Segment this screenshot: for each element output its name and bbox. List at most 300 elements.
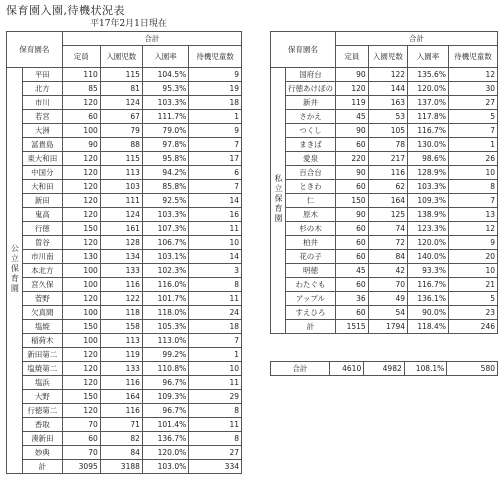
table-row [271, 194, 498, 208]
waiting-cell: 23 [448, 306, 497, 320]
nursery-name: 愛泉 [286, 152, 336, 166]
rate-cell: 136.7% [142, 432, 188, 446]
enrolled-cell: 113 [100, 166, 142, 180]
waiting-cell: 12 [448, 68, 497, 82]
enrolled-cell: 74 [368, 222, 407, 236]
nursery-name: 本北方 [22, 264, 62, 278]
waiting-cell: 6 [189, 166, 242, 180]
nursery-name: 北方 [22, 82, 62, 96]
rate-cell: 120.0% [142, 446, 188, 460]
nursery-name: 杉の木 [286, 222, 336, 236]
table-row [7, 376, 242, 390]
rate-cell: 101.7% [142, 292, 188, 306]
capacity-cell: 120 [62, 348, 100, 362]
subtotal-enrolled: 1794 [368, 320, 407, 334]
nursery-name: 行徳第二 [22, 404, 62, 418]
subtotal-rate: 118.4% [408, 320, 449, 334]
nursery-name: 中国分 [22, 166, 62, 180]
nursery-name: 大和田 [22, 180, 62, 194]
waiting-cell: 10 [189, 236, 242, 250]
enrolled-cell: 163 [368, 96, 407, 110]
waiting-cell: 8 [189, 278, 242, 292]
rate-cell: 96.7% [142, 404, 188, 418]
waiting-cell: 9 [189, 68, 242, 82]
table-row [271, 264, 498, 278]
table-row [7, 138, 242, 152]
subtotal-capacity: 3095 [62, 460, 100, 474]
grand-total-table [270, 361, 498, 376]
capacity-cell: 120 [336, 82, 369, 96]
waiting-cell: 7 [189, 138, 242, 152]
nursery-name: 市川南 [22, 250, 62, 264]
enrolled-cell: 134 [100, 250, 142, 264]
enrolled-cell: 118 [100, 306, 142, 320]
nursery-name: 香取 [22, 418, 62, 432]
enrolled-cell: 105 [368, 124, 407, 138]
waiting-cell: 19 [189, 82, 242, 96]
grand-total-label: 合計 [271, 362, 330, 376]
table-row [7, 96, 242, 110]
rate-cell: 118.0% [142, 306, 188, 320]
nursery-name: 菅野 [22, 292, 62, 306]
enrolled-cell: 70 [368, 278, 407, 292]
enrolled-cell: 122 [100, 292, 142, 306]
capacity-cell: 45 [336, 264, 369, 278]
nursery-name: 新田 [22, 194, 62, 208]
capacity-cell: 100 [62, 124, 100, 138]
table-row [7, 194, 242, 208]
waiting-cell: 8 [189, 404, 242, 418]
capacity-cell: 60 [336, 180, 369, 194]
table-row [7, 292, 242, 306]
rate-cell: 103.3% [142, 208, 188, 222]
public-nursery-table [6, 31, 242, 474]
rate-cell: 120.0% [408, 82, 449, 96]
enrolled-cell: 158 [100, 320, 142, 334]
waiting-cell: 18 [189, 96, 242, 110]
enrolled-cell: 84 [100, 446, 142, 460]
enrolled-cell: 113 [100, 334, 142, 348]
capacity-cell: 60 [62, 432, 100, 446]
nursery-name: 市川 [22, 96, 62, 110]
table-row [271, 250, 498, 264]
nursery-name: 東大和田 [22, 152, 62, 166]
rate-cell: 138.9% [408, 208, 449, 222]
waiting-cell: 27 [189, 446, 242, 460]
public-group-label [7, 68, 23, 474]
enrolled-cell: 124 [100, 208, 142, 222]
nursery-name: さかえ [286, 110, 336, 124]
rate-cell: 96.7% [142, 376, 188, 390]
table-row [271, 96, 498, 110]
capacity-cell: 60 [62, 110, 100, 124]
rate-cell: 85.8% [142, 180, 188, 194]
waiting-cell: 11 [189, 292, 242, 306]
waiting-cell: 11 [189, 376, 242, 390]
nursery-name: まきば [286, 138, 336, 152]
waiting-cell: 17 [189, 152, 242, 166]
enrolled-cell: 103 [100, 180, 142, 194]
table-row [271, 222, 498, 236]
table-row [7, 362, 242, 376]
waiting-cell: 26 [448, 152, 497, 166]
rate-cell: 113.0% [142, 334, 188, 348]
nursery-name: 妙典 [22, 446, 62, 460]
nursery-name: 柏井 [286, 236, 336, 250]
nursery-name: 大洲 [22, 124, 62, 138]
table-row [7, 124, 242, 138]
enrolled-cell: 71 [100, 418, 142, 432]
table-row [271, 110, 498, 124]
rate-cell: 104.5% [142, 68, 188, 82]
capacity-cell: 130 [62, 250, 100, 264]
rate-cell: 101.4% [142, 418, 188, 432]
enrolled-cell: 144 [368, 82, 407, 96]
capacity-cell: 120 [62, 292, 100, 306]
waiting-cell: 18 [189, 320, 242, 334]
header-capacity: 定員 [336, 46, 369, 68]
table-row [271, 236, 498, 250]
private-nursery-table [270, 31, 498, 334]
as-of-date: 平17年2月1日現在 [90, 19, 167, 29]
subtotal-row [271, 320, 498, 334]
capacity-cell: 120 [62, 208, 100, 222]
capacity-cell: 119 [336, 96, 369, 110]
rate-cell: 93.3% [408, 264, 449, 278]
subtotal-capacity: 1515 [336, 320, 369, 334]
table-row [7, 208, 242, 222]
grand-total-row [271, 362, 498, 376]
enrolled-cell: 111 [100, 194, 142, 208]
capacity-cell: 120 [62, 96, 100, 110]
capacity-cell: 90 [62, 138, 100, 152]
table-row [7, 110, 242, 124]
enrolled-cell: 164 [368, 194, 407, 208]
table-row [7, 236, 242, 250]
capacity-cell: 100 [62, 306, 100, 320]
enrolled-cell: 49 [368, 292, 407, 306]
enrolled-cell: 133 [100, 264, 142, 278]
capacity-cell: 220 [336, 152, 369, 166]
nursery-name: すえひろ [286, 306, 336, 320]
nursery-name: 宮久保 [22, 278, 62, 292]
capacity-cell: 120 [62, 180, 100, 194]
capacity-cell: 100 [62, 278, 100, 292]
table-row [271, 152, 498, 166]
enrolled-cell: 79 [100, 124, 142, 138]
rate-cell: 107.3% [142, 222, 188, 236]
nursery-name: 大野 [22, 390, 62, 404]
rate-cell: 95.3% [142, 82, 188, 96]
rate-cell: 116.0% [142, 278, 188, 292]
waiting-cell: 1 [448, 138, 497, 152]
table-row [271, 82, 498, 96]
waiting-cell: 27 [448, 96, 497, 110]
rate-cell: 128.9% [408, 166, 449, 180]
table-row [7, 250, 242, 264]
capacity-cell: 150 [62, 320, 100, 334]
waiting-cell: 9 [189, 124, 242, 138]
rate-cell: 79.0% [142, 124, 188, 138]
header-rate: 入園率 [142, 46, 188, 68]
capacity-cell: 110 [62, 68, 100, 82]
table-row [7, 222, 242, 236]
nursery-name: 仁 [286, 194, 336, 208]
rate-cell: 103.3% [408, 180, 449, 194]
table-row [271, 278, 498, 292]
waiting-cell: 1 [189, 348, 242, 362]
enrolled-cell: 42 [368, 264, 407, 278]
enrolled-cell: 62 [368, 180, 407, 194]
capacity-cell: 60 [336, 222, 369, 236]
subtotal-label: 計 [286, 320, 336, 334]
private-group-label-text: 私立保育園 [274, 173, 283, 224]
capacity-cell: 60 [336, 250, 369, 264]
waiting-cell: 7 [189, 334, 242, 348]
capacity-cell: 70 [62, 446, 100, 460]
waiting-cell: 20 [448, 250, 497, 264]
enrolled-cell: 67 [100, 110, 142, 124]
rate-cell: 103.1% [142, 250, 188, 264]
rate-cell: 99.2% [142, 348, 188, 362]
rate-cell: 116.7% [408, 278, 449, 292]
nursery-name: 曽谷 [22, 236, 62, 250]
nursery-name: 若宮 [22, 110, 62, 124]
rate-cell: 94.2% [142, 166, 188, 180]
subtotal-enrolled: 3188 [100, 460, 142, 474]
table-row [7, 418, 242, 432]
nursery-name: 花の子 [286, 250, 336, 264]
enrolled-cell: 124 [100, 96, 142, 110]
rate-cell: 120.0% [408, 236, 449, 250]
nursery-name: 原木 [286, 208, 336, 222]
table-row [271, 208, 498, 222]
waiting-cell: 10 [448, 166, 497, 180]
table-row [7, 68, 242, 82]
waiting-cell: 13 [448, 208, 497, 222]
enrolled-cell: 81 [100, 82, 142, 96]
enrolled-cell: 119 [100, 348, 142, 362]
capacity-cell: 120 [62, 152, 100, 166]
nursery-name: 稲荷木 [22, 334, 62, 348]
nursery-name: 明徳 [286, 264, 336, 278]
nursery-name: わたぐも [286, 278, 336, 292]
capacity-cell: 120 [62, 362, 100, 376]
enrolled-cell: 133 [100, 362, 142, 376]
rate-cell: 90.0% [408, 306, 449, 320]
capacity-cell: 90 [336, 208, 369, 222]
private-group-label [271, 68, 286, 334]
enrolled-cell: 128 [100, 236, 142, 250]
rate-cell: 137.0% [408, 96, 449, 110]
enrolled-cell: 54 [368, 306, 407, 320]
enrolled-cell: 164 [100, 390, 142, 404]
capacity-cell: 100 [62, 264, 100, 278]
grand-total-rate: 108.1% [404, 362, 447, 376]
header-name: 保育園名 [7, 32, 63, 68]
waiting-cell: 8 [189, 432, 242, 446]
enrolled-cell: 217 [368, 152, 407, 166]
table-row [7, 348, 242, 362]
waiting-cell: 21 [448, 278, 497, 292]
nursery-name: 欠真間 [22, 306, 62, 320]
capacity-cell: 150 [62, 390, 100, 404]
capacity-cell: 120 [62, 236, 100, 250]
waiting-cell: 29 [189, 390, 242, 404]
capacity-cell: 90 [336, 68, 369, 82]
table-row [7, 180, 242, 194]
header-total: 合計 [62, 32, 241, 46]
waiting-cell: 11 [189, 222, 242, 236]
rate-cell: 95.8% [142, 152, 188, 166]
nursery-name: 新井 [286, 96, 336, 110]
subtotal-waiting: 246 [448, 320, 497, 334]
rate-cell: 109.3% [408, 194, 449, 208]
rate-cell: 110.8% [142, 362, 188, 376]
rate-cell: 92.5% [142, 194, 188, 208]
waiting-cell: 11 [189, 418, 242, 432]
table-row [271, 306, 498, 320]
table-row [271, 68, 498, 82]
table-row [7, 166, 242, 180]
rate-cell: 106.7% [142, 236, 188, 250]
capacity-cell: 60 [336, 306, 369, 320]
rate-cell: 102.3% [142, 264, 188, 278]
nursery-name: アップル [286, 292, 336, 306]
waiting-cell: 7 [189, 180, 242, 194]
waiting-cell: 7 [448, 124, 497, 138]
waiting-cell: 8 [448, 180, 497, 194]
nursery-name: つくし [286, 124, 336, 138]
capacity-cell: 60 [336, 138, 369, 152]
table-row [271, 124, 498, 138]
table-row [7, 82, 242, 96]
nursery-name: 塩浜 [22, 376, 62, 390]
nursery-name: 冨貴島 [22, 138, 62, 152]
header-enrolled: 入園児数 [100, 46, 142, 68]
enrolled-cell: 161 [100, 222, 142, 236]
waiting-cell: 14 [189, 250, 242, 264]
waiting-cell: 30 [448, 82, 497, 96]
subtotal-label: 計 [22, 460, 62, 474]
nursery-name: 塩焼 [22, 320, 62, 334]
enrolled-cell: 116 [100, 404, 142, 418]
enrolled-cell: 82 [100, 432, 142, 446]
capacity-cell: 70 [62, 418, 100, 432]
nursery-name: 塩焼第二 [22, 362, 62, 376]
waiting-cell: 5 [448, 110, 497, 124]
enrolled-cell: 72 [368, 236, 407, 250]
enrolled-cell: 125 [368, 208, 407, 222]
rate-cell: 116.7% [408, 124, 449, 138]
nursery-name: 行徳あけぼの [286, 82, 336, 96]
enrolled-cell: 115 [100, 68, 142, 82]
header-enrolled: 入園児数 [368, 46, 407, 68]
nursery-name: ときわ [286, 180, 336, 194]
waiting-cell: 14 [189, 194, 242, 208]
waiting-cell: 16 [189, 208, 242, 222]
waiting-cell: 3 [189, 264, 242, 278]
waiting-cell: 12 [448, 222, 497, 236]
rate-cell: 103.3% [142, 96, 188, 110]
document-title: 保育園入園,待機状況表 [6, 4, 125, 17]
waiting-cell: 7 [448, 194, 497, 208]
table-row [7, 264, 242, 278]
subtotal-row [7, 460, 242, 474]
table-row [271, 180, 498, 194]
rate-cell: 136.1% [408, 292, 449, 306]
grand-total-waiting: 580 [447, 362, 498, 376]
enrolled-cell: 122 [368, 68, 407, 82]
enrolled-cell: 116 [100, 278, 142, 292]
nursery-name: 湊新田 [22, 432, 62, 446]
header-total: 合計 [336, 32, 498, 46]
capacity-cell: 85 [62, 82, 100, 96]
table-row [7, 432, 242, 446]
public-group-label-text: 公立保育園 [10, 243, 20, 294]
header-waiting: 待機児童数 [189, 46, 242, 68]
table-row [7, 152, 242, 166]
capacity-cell: 120 [62, 404, 100, 418]
table-row [271, 138, 498, 152]
nursery-name: 鬼高 [22, 208, 62, 222]
table-row [7, 446, 242, 460]
rate-cell: 117.8% [408, 110, 449, 124]
capacity-cell: 36 [336, 292, 369, 306]
rate-cell: 109.3% [142, 390, 188, 404]
rate-cell: 130.0% [408, 138, 449, 152]
nursery-name: 国府台 [286, 68, 336, 82]
rate-cell: 111.7% [142, 110, 188, 124]
capacity-cell: 150 [336, 194, 369, 208]
capacity-cell: 60 [336, 236, 369, 250]
capacity-cell: 45 [336, 110, 369, 124]
enrolled-cell: 88 [100, 138, 142, 152]
table-row [271, 292, 498, 306]
capacity-cell: 90 [336, 124, 369, 138]
grand-total-enrolled: 4982 [364, 362, 405, 376]
table-row [7, 278, 242, 292]
nursery-name: 新田第二 [22, 348, 62, 362]
rate-cell: 98.6% [408, 152, 449, 166]
capacity-cell: 150 [62, 222, 100, 236]
table-row [271, 166, 498, 180]
waiting-cell: 1 [189, 110, 242, 124]
capacity-cell: 120 [62, 166, 100, 180]
waiting-cell: 10 [189, 362, 242, 376]
capacity-cell: 90 [336, 166, 369, 180]
enrolled-cell: 116 [368, 166, 407, 180]
grand-total-capacity: 4610 [329, 362, 363, 376]
waiting-cell: 9 [448, 236, 497, 250]
header-capacity: 定員 [62, 46, 100, 68]
header-rate: 入園率 [408, 46, 449, 68]
table-row [7, 306, 242, 320]
rate-cell: 140.0% [408, 250, 449, 264]
enrolled-cell: 78 [368, 138, 407, 152]
capacity-cell: 100 [62, 334, 100, 348]
subtotal-rate: 103.0% [142, 460, 188, 474]
nursery-name: 平田 [22, 68, 62, 82]
header-name: 保育園名 [271, 32, 336, 68]
nursery-name: 行徳 [22, 222, 62, 236]
capacity-cell: 60 [336, 278, 369, 292]
enrolled-cell: 115 [100, 152, 142, 166]
table-row [7, 334, 242, 348]
table-row [7, 390, 242, 404]
table-row [7, 404, 242, 418]
rate-cell: 135.6% [408, 68, 449, 82]
